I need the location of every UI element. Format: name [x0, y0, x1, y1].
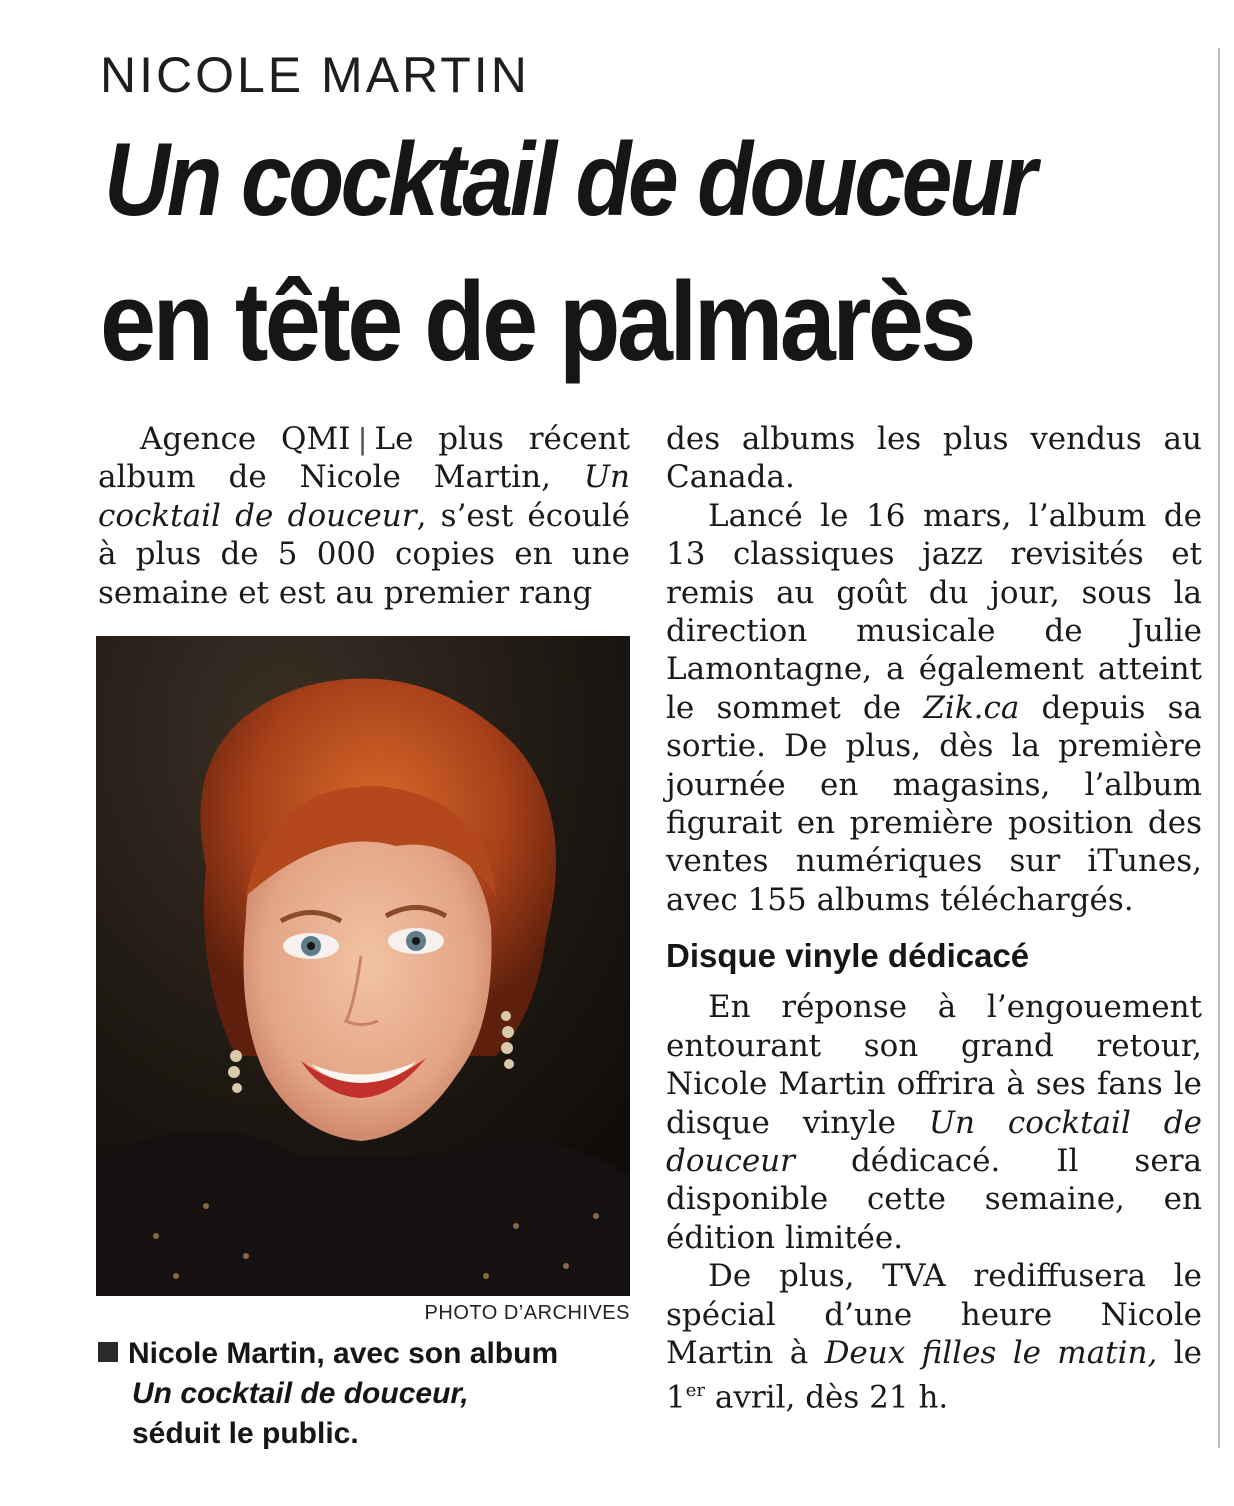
caption-line-3: séduit le public. [132, 1417, 359, 1450]
headline-line-1: Un cocktail de douceur [104, 122, 1034, 238]
show-title: Deux filles le matin, [824, 1334, 1158, 1371]
column-rule [1218, 48, 1220, 1448]
byline: Agence QMI [140, 421, 351, 457]
article-column-2 [666, 420, 1202, 1417]
album-title-2: Un cocktail de douceur [666, 1104, 1202, 1179]
portrait-illustration [96, 636, 630, 1296]
website-name: Zik.ca [923, 689, 1020, 726]
headline-line-2: en tête de palmarès [100, 259, 973, 384]
ordinal-superscript: er [685, 1380, 705, 1402]
kicker: NICOLE MARTIN [100, 47, 530, 103]
article-column-1 [98, 420, 630, 612]
caption-line-1: Nicole Martin, avec son album [128, 1337, 559, 1370]
caption-line-2: Un cocktail de douceur, [132, 1377, 469, 1410]
paragraph-4: De plus, TVA rediffusera le spécial d’une heure Nicole Martin à Deux filles le matin, le 1er avril, dès 21 h. [666, 1258, 1202, 1416]
portrait-photo [96, 636, 630, 1296]
paragraph-3: En réponse à l’engouement entourant son grand retour, Nicole Martin offrira à ses fans le disque vinyle Un cocktail de douceur dédicacé. Il sera disponible cette semaine, en édition limitée. [666, 989, 1202, 1256]
caption-bullet-square [98, 1342, 118, 1362]
paragraph-2: Lancé le 16 mars, l’album de 13 classiques jazz revisités et remis au goût du jour, sous la direction musicale de Julie Lamontagne, a également atteint le sommet de Zik.ca depuis sa sortie. De plus, dès la première journée en magasins, l’album figurait en première position des ventes numériques sur iTunes, avec 155 albums téléchargés. [666, 497, 1202, 918]
photo-credit: PHOTO D’ARCHIVES [424, 1302, 630, 1324]
subheading: Disque vinyle dédicacé [666, 937, 1030, 975]
photo-caption [98, 1334, 638, 1454]
byline-separator: | [358, 421, 367, 456]
album-title: Un cocktail de douceur [98, 459, 630, 534]
paragraph-1: Agence QMI | Le plus récent album de Nicole Martin, Un cocktail de douceur, s’est écoulé à plus de 5 000 copies en une semaine et est au premier rang [98, 421, 630, 611]
paragraph-1-continued: des albums les plus vendus au Canada. [666, 421, 1202, 496]
